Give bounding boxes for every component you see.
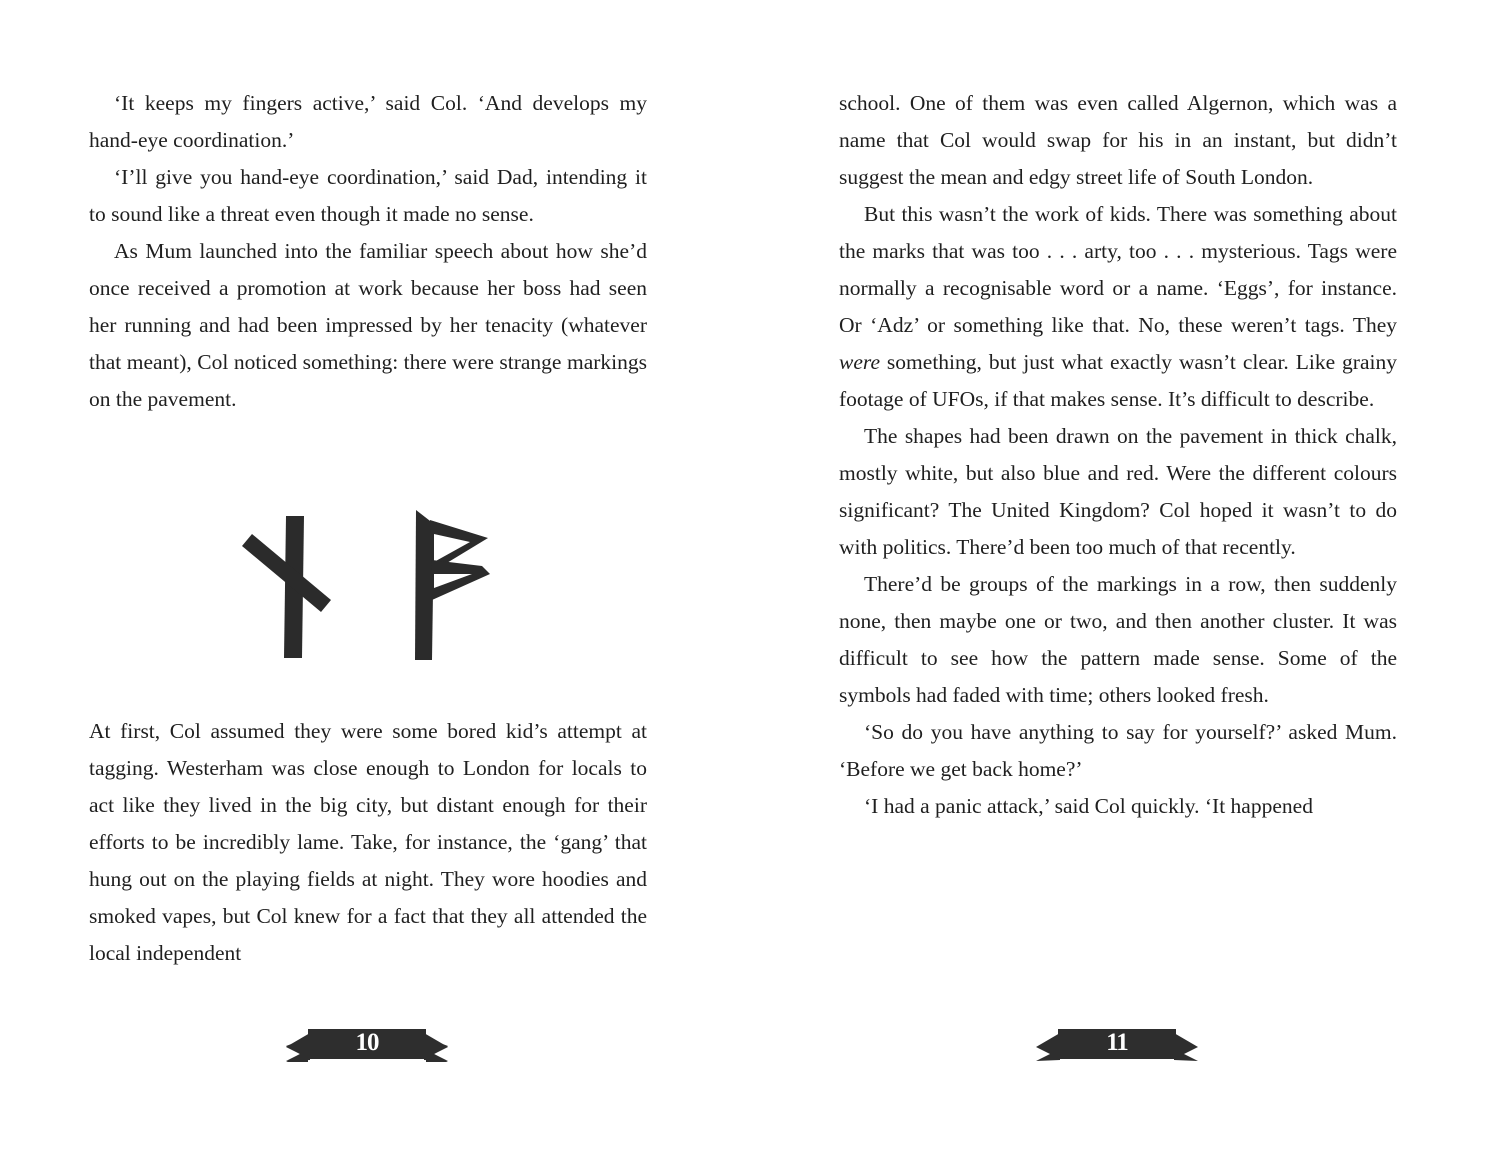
left-page-top-text — [89, 85, 647, 418]
paragraph: The shapes had been drawn on the pavement in thick chalk, mostly white, but also blue and red. Were the different colours significant? The United Kingdom? Col hoped it wasn’t to do with politics. There’d been too much of that recently. — [839, 424, 1397, 559]
paragraph: There’d be groups of the markings in a row, then suddenly none, then maybe one or two, and then another cluster. It was difficult to see how the pattern made sense. Some of the symbols had faded with time; others looked fresh. — [839, 572, 1397, 707]
nauthiz-rune-icon — [242, 516, 331, 658]
paragraph: ‘I’ll give you hand-eye coordination,’ said Dad, intending it to sound like a threat even though it made no sense. — [89, 165, 647, 226]
page-number: 10 — [355, 1029, 379, 1056]
page-number-banner — [286, 1026, 448, 1062]
paragraph-text: But this wasn’t the work of kids. There was something about the marks that was too . . . arty, too . . . mysterious. Tags were normally a recognisable word or a name. ‘Eggs’, for instance. Or ‘Adz’ or something like that. No, these weren’t tags. They — [839, 202, 1397, 337]
paragraph: At first, Col assumed they were some bored kid’s attempt at tagging. Westerham was close enough to London for locals to act like they lived in the big city, but distant enough for their efforts to be incredibly lame. Take, for instance, the ‘gang’ that hung out on the playing fields at night. They wore hoodies and smoked vapes, but Col knew for a fact that they all attended the local independent — [89, 719, 647, 965]
left-page-bottom-text — [89, 713, 647, 972]
paragraph: school. One of them was even called Algernon, which was a name that Col would swap for his in an instant, but didn’t suggest the mean and edgy street life of South London. — [839, 91, 1397, 189]
right-page — [750, 0, 1500, 1151]
paragraph — [839, 196, 1397, 418]
paragraph: ‘I had a panic attack,’ said Col quickly. ‘It happened — [864, 794, 1313, 818]
paragraph: As Mum launched into the familiar speech about how she’d once received a promotion at work because her boss had seen her running and had been impressed by her tenacity (whatever that meant), Col noticed something: there were strange markings on the pavement. — [89, 239, 647, 411]
paragraph-text: something, but just what exactly wasn’t clear. Like grainy footage of UFOs, if that makes sense. It’s difficult to describe. — [839, 350, 1397, 411]
page-number-banner — [1036, 1026, 1198, 1062]
paragraph: ‘So do you have anything to say for yourself?’ asked Mum. ‘Before we get back home?’ — [839, 720, 1397, 781]
ansuz-rune-icon — [415, 510, 490, 660]
right-page-text — [839, 85, 1397, 825]
emphasis-text: were — [839, 350, 880, 374]
paragraph: ‘It keeps my fingers active,’ said Col. ‘And develops my hand-eye coordination.’ — [89, 91, 647, 152]
runes-svg — [236, 508, 496, 664]
page-number: 11 — [1106, 1029, 1128, 1056]
rune-illustration — [236, 508, 496, 664]
